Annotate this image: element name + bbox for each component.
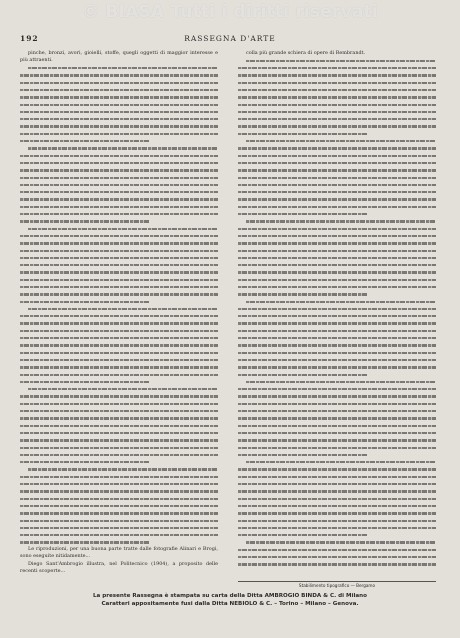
text-line: [238, 284, 436, 291]
text-line: [20, 335, 218, 342]
text-line: [238, 262, 436, 269]
text-line: [20, 284, 218, 291]
left-column-body-text: [20, 65, 218, 547]
text-line: [238, 444, 436, 451]
text-line: [20, 152, 218, 159]
text-line: [238, 371, 436, 378]
text-line: [238, 378, 436, 385]
text-line: [20, 269, 218, 276]
text-line: [20, 247, 218, 254]
text-line: [238, 364, 436, 371]
text-line: [238, 400, 436, 407]
text-line: [238, 57, 436, 64]
text-line: [238, 510, 436, 517]
text-line: [20, 473, 218, 480]
text-line: [20, 232, 218, 239]
text-line: [20, 181, 218, 188]
text-line: [238, 437, 436, 444]
text-line: [238, 335, 436, 342]
text-line: [238, 422, 436, 429]
text-line: [20, 371, 218, 378]
text-line: [238, 130, 436, 137]
text-line: [238, 517, 436, 524]
text-line: [238, 532, 436, 539]
text-line: [238, 145, 436, 152]
text-line: [20, 393, 218, 400]
text-line: [238, 459, 436, 466]
text-line: [20, 349, 218, 356]
running-header: [20, 34, 440, 46]
text-line: [20, 108, 218, 115]
text-line: [20, 524, 218, 531]
text-line: [238, 65, 436, 72]
text-line: [20, 298, 218, 305]
text-line: [20, 138, 218, 145]
text-line: [238, 386, 436, 393]
text-line: [238, 356, 436, 363]
text-line: [238, 218, 436, 225]
text-line: [238, 72, 436, 79]
text-line: [20, 459, 218, 466]
text-line: [238, 342, 436, 349]
text-line: [238, 313, 436, 320]
text-line: [238, 466, 436, 473]
text-line: [20, 196, 218, 203]
text-line: [238, 553, 436, 560]
colophon-line-1: La presente Rassegna è stampata su carta della Ditta AMBROGIO BINDA & C. di Milano: [92, 593, 368, 599]
text-line: [238, 101, 436, 108]
text-line: [20, 429, 218, 436]
text-line: [238, 451, 436, 458]
left-column-notice-text-2: Diego Sant'Ambrogio illustra, nel Politecnico (1904), a proposito delle recenti scoperte...: [20, 560, 218, 575]
text-line: [238, 495, 436, 502]
text-line: [238, 408, 436, 415]
text-line: [20, 356, 218, 363]
text-line: [20, 130, 218, 137]
text-line: [20, 211, 218, 218]
text-line: [20, 167, 218, 174]
text-line: [20, 218, 218, 225]
text-line: [238, 524, 436, 531]
text-line: [20, 262, 218, 269]
text-line: [20, 481, 218, 488]
text-line: [20, 466, 218, 473]
text-line: [20, 240, 218, 247]
text-line: [20, 123, 218, 130]
text-line: [20, 502, 218, 509]
text-line: [238, 349, 436, 356]
text-line: [20, 532, 218, 539]
text-line: [238, 481, 436, 488]
text-line: [238, 116, 436, 123]
text-line: [238, 502, 436, 509]
text-line: [20, 79, 218, 86]
text-line: [20, 225, 218, 232]
text-line: [20, 539, 218, 546]
text-line: [238, 539, 436, 546]
text-line: [238, 79, 436, 86]
left-text-column: [20, 50, 218, 580]
text-line: [238, 86, 436, 93]
text-line: [238, 305, 436, 312]
colophon-line-2: Caratteri appositamente fusi dalla Ditta NEBIOLO & C. – Torino – Milano – Genova.: [101, 601, 359, 607]
text-line: [238, 174, 436, 181]
page-number: 192: [20, 34, 39, 43]
text-line: [20, 320, 218, 327]
text-line: [238, 327, 436, 334]
text-line: [238, 108, 436, 115]
text-line: [20, 86, 218, 93]
text-line: [20, 495, 218, 502]
text-line: [238, 152, 436, 159]
text-line: [238, 276, 436, 283]
right-text-column: [238, 50, 436, 580]
text-line: [20, 94, 218, 101]
text-line: [20, 72, 218, 79]
text-line: [238, 269, 436, 276]
text-line: [20, 510, 218, 517]
text-line: [20, 174, 218, 181]
text-line: [20, 145, 218, 152]
text-line: [238, 196, 436, 203]
text-line: [238, 232, 436, 239]
text-line: [20, 101, 218, 108]
text-line: [238, 123, 436, 130]
text-line: [20, 189, 218, 196]
text-line: [20, 327, 218, 334]
text-line: [20, 386, 218, 393]
text-line: [20, 437, 218, 444]
copyright-watermark: © BIASA Tutti i diritti riservati: [82, 2, 378, 22]
text-line: [20, 65, 218, 72]
text-line: [20, 451, 218, 458]
printer-note: Stabilimento tipografico — Bergamo: [238, 581, 436, 588]
text-line: [238, 415, 436, 422]
text-line: [20, 342, 218, 349]
text-line: [20, 444, 218, 451]
text-line: [20, 276, 218, 283]
text-line: [238, 240, 436, 247]
text-line: [20, 517, 218, 524]
journal-title: RASSEGNA D'ARTE: [184, 34, 276, 43]
text-line: [20, 203, 218, 210]
text-line: [20, 305, 218, 312]
text-line: [238, 181, 436, 188]
text-line: [238, 488, 436, 495]
right-column-body-text: [238, 57, 436, 568]
text-line: [238, 393, 436, 400]
text-line: [238, 189, 436, 196]
text-line: [238, 429, 436, 436]
text-line: [20, 159, 218, 166]
text-line: [20, 400, 218, 407]
text-line: [20, 313, 218, 320]
text-line: [238, 298, 436, 305]
text-line: [238, 94, 436, 101]
right-column-opening-text: colla più grande schiera di opere di Rembrandt.: [246, 50, 366, 56]
colophon: [20, 592, 440, 608]
text-line: [20, 291, 218, 298]
text-line: [238, 167, 436, 174]
text-line: [238, 561, 436, 568]
text-line: [20, 254, 218, 261]
text-line: [238, 247, 436, 254]
text-line: [238, 473, 436, 480]
text-line: [238, 291, 436, 298]
left-column-opening-text: pinche, bronzi, avori, gioielli, stoffe, quegli oggetti di maggior interesse e più attraenti.: [20, 50, 218, 64]
text-line: [238, 254, 436, 261]
text-line: [238, 211, 436, 218]
text-line: [238, 203, 436, 210]
text-line: [238, 320, 436, 327]
text-line: [238, 225, 436, 232]
left-column-notice-text: Le riproduzioni, per una buona parte tratte dalle fotografie Alinari e Brogi, sono eseguite nitidamente...: [20, 546, 218, 560]
text-line: [238, 159, 436, 166]
text-line: [20, 488, 218, 495]
text-line: [20, 422, 218, 429]
text-line: [20, 116, 218, 123]
text-line: [238, 138, 436, 145]
text-line: [20, 415, 218, 422]
text-line: [238, 546, 436, 553]
text-line: [20, 364, 218, 371]
text-line: [20, 378, 218, 385]
text-line: [20, 408, 218, 415]
